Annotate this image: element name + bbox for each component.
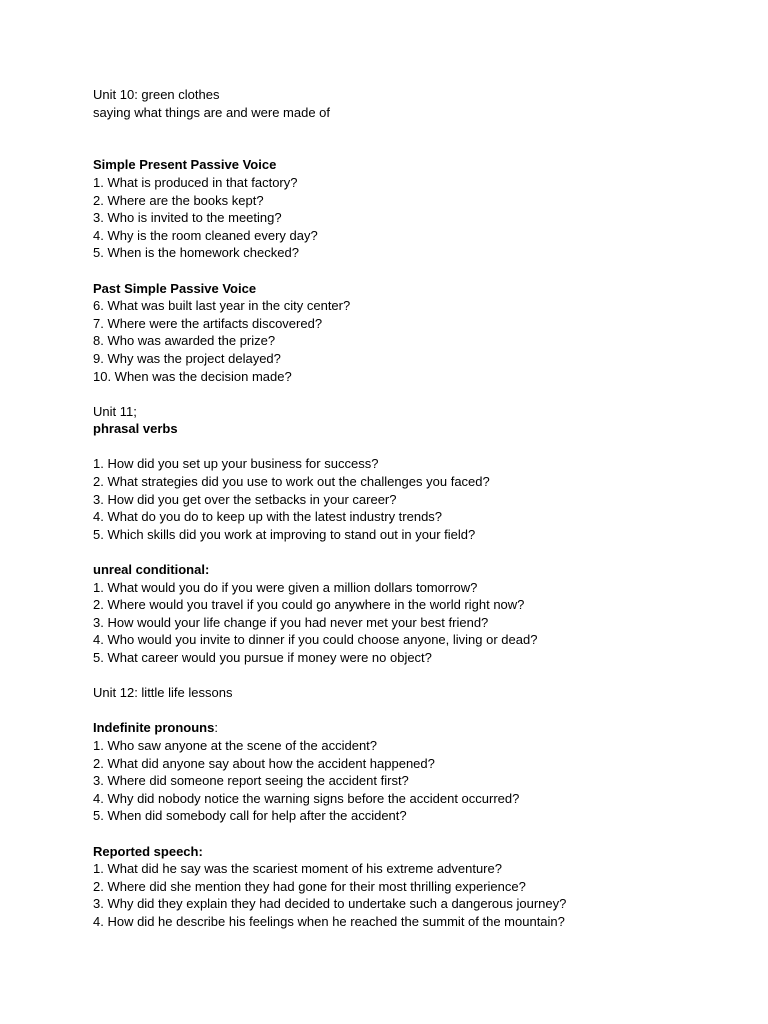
unit12-title: Unit 12: little life lessons bbox=[93, 685, 233, 701]
spacer bbox=[93, 825, 753, 843]
list-item: 2. What did anyone say about how the accident happened? bbox=[93, 755, 435, 771]
spacer bbox=[93, 702, 753, 720]
list-item: 9. Why was the project delayed? bbox=[93, 350, 281, 366]
list-item: 1. What did he say was the scariest moment of his extreme adventure? bbox=[93, 861, 502, 877]
heading-colon: : bbox=[214, 720, 218, 736]
list-item: 4. Why is the room cleaned every day? bbox=[93, 227, 318, 243]
list-item: 10. When was the decision made? bbox=[93, 368, 292, 384]
list-item: 5. When did somebody call for help after the accident? bbox=[93, 808, 407, 824]
list-item: 4. What do you do to keep up with the latest industry trends? bbox=[93, 509, 443, 525]
list-item: 2. Where would you travel if you could go anywhere in the world right now? bbox=[93, 597, 525, 613]
unit10-title: Unit 10: green clothes bbox=[93, 87, 220, 102]
spacer bbox=[93, 121, 753, 156]
past-passive-heading: Past Simple Passive Voice bbox=[93, 280, 257, 296]
reported-speech-heading: Reported speech: bbox=[93, 843, 203, 859]
list-item: 5. Which skills did you work at improving to stand out in your field? bbox=[93, 526, 476, 542]
document-page bbox=[93, 86, 753, 931]
spacer bbox=[93, 543, 753, 561]
list-item: 1. What would you do if you were given a million dollars tomorrow? bbox=[93, 579, 478, 595]
list-item: 4. Why did nobody notice the warning signs before the accident occurred? bbox=[93, 790, 520, 806]
list-item: 5. When is the homework checked? bbox=[93, 245, 299, 261]
list-item: 3. Why did they explain they had decided to undertake such a dangerous journey? bbox=[93, 896, 567, 912]
list-item: 1. What is produced in that factory? bbox=[93, 174, 298, 190]
spacer bbox=[93, 262, 753, 280]
list-item: 3. How did you get over the setbacks in your career? bbox=[93, 491, 397, 507]
unreal-conditional-heading: unreal conditional: bbox=[93, 562, 210, 578]
list-item: 2. Where did she mention they had gone for their most thrilling experience? bbox=[93, 878, 526, 894]
list-item: 4. Who would you invite to dinner if you could choose anyone, living or dead? bbox=[93, 632, 538, 648]
list-item: 2. Where are the books kept? bbox=[93, 192, 264, 208]
list-item: 4. How did he describe his feelings when he reached the summit of the mountain? bbox=[93, 913, 565, 929]
list-item: 2. What strategies did you use to work out the challenges you faced? bbox=[93, 474, 490, 490]
list-item: 5. What career would you pursue if money were no object? bbox=[93, 650, 432, 665]
list-item: 3. How would your life change if you had never met your best friend? bbox=[93, 614, 489, 630]
list-item: 8. Who was awarded the prize? bbox=[93, 333, 276, 349]
spacer bbox=[93, 438, 753, 456]
list-item: 1. Who saw anyone at the scene of the accident? bbox=[93, 737, 378, 753]
list-item: 3. Where did someone report seeing the accident first? bbox=[93, 773, 409, 789]
list-item: 3. Who is invited to the meeting? bbox=[93, 210, 282, 226]
spacer bbox=[93, 667, 753, 685]
present-passive-heading: Simple Present Passive Voice bbox=[93, 157, 277, 173]
unit10-subtitle: saying what things are and were made of bbox=[93, 104, 331, 120]
spacer bbox=[93, 385, 753, 403]
phrasal-verbs-heading: phrasal verbs bbox=[93, 421, 178, 437]
list-item: 1. How did you set up your business for success? bbox=[93, 456, 379, 472]
list-item: 6. What was built last year in the city center? bbox=[93, 298, 351, 314]
list-item: 7. Where were the artifacts discovered? bbox=[93, 315, 323, 331]
indefinite-pronouns-heading-line bbox=[93, 719, 753, 737]
unit11-title: Unit 11; bbox=[93, 403, 137, 419]
indefinite-pronouns-heading: Indefinite pronouns bbox=[93, 720, 215, 736]
